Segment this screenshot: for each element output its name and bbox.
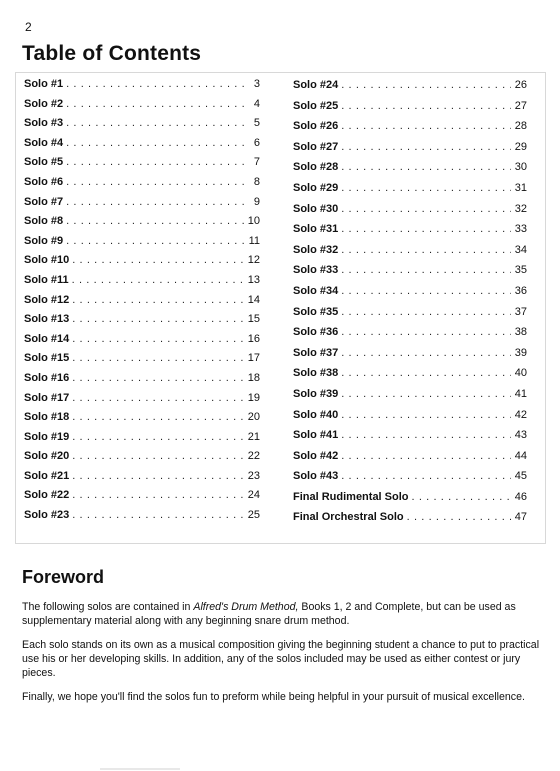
dot-leader bbox=[72, 294, 244, 306]
toc-entry bbox=[24, 489, 260, 509]
toc-entry-label: Solo #11 bbox=[24, 273, 69, 286]
toc-entry-label: Solo #42 bbox=[293, 449, 339, 462]
toc-entry bbox=[293, 409, 527, 430]
toc-entry-page: 30 bbox=[514, 161, 527, 174]
toc-entry-page: 23 bbox=[247, 469, 260, 482]
toc-entry-page: 12 bbox=[247, 254, 260, 267]
toc-entry bbox=[293, 367, 527, 388]
toc-entry bbox=[293, 388, 527, 409]
dot-leader bbox=[341, 409, 511, 421]
toc-entry-page: 41 bbox=[514, 387, 527, 400]
toc-entry-page: 28 bbox=[514, 120, 527, 133]
toc-entry-label: Solo #4 bbox=[24, 136, 64, 149]
toc-entry bbox=[24, 352, 260, 372]
toc-entry-page: 46 bbox=[514, 490, 527, 503]
toc-entry-page: 35 bbox=[514, 264, 527, 277]
dot-leader bbox=[341, 264, 511, 276]
toc-entry-label: Solo #41 bbox=[293, 429, 339, 442]
toc-entry-label: Solo #7 bbox=[24, 195, 64, 208]
dot-leader bbox=[341, 326, 511, 338]
toc-entry-label: Solo #18 bbox=[24, 411, 70, 424]
toc-entry bbox=[24, 235, 260, 255]
toc-entry bbox=[24, 333, 260, 353]
toc-entry bbox=[293, 120, 527, 141]
toc-entry-page: 11 bbox=[248, 234, 260, 247]
foreword-body bbox=[22, 600, 542, 714]
toc-entry-page: 5 bbox=[253, 117, 260, 130]
dot-leader bbox=[66, 176, 244, 188]
dot-leader bbox=[66, 117, 244, 129]
toc-entry bbox=[293, 79, 527, 100]
foreword-title: Foreword bbox=[22, 567, 105, 587]
toc-entry bbox=[24, 254, 260, 274]
toc-entry-page: 42 bbox=[514, 408, 527, 421]
dot-leader bbox=[341, 470, 511, 482]
dot-leader bbox=[341, 100, 511, 112]
toc-entry-page: 29 bbox=[514, 140, 527, 153]
dot-leader bbox=[341, 161, 511, 173]
toc-entry-label: Final Orchestral Solo bbox=[293, 511, 404, 524]
toc-entry bbox=[24, 431, 260, 451]
dot-leader bbox=[72, 254, 244, 266]
toc-entry-page: 14 bbox=[247, 293, 260, 306]
foreword-text: The following solos are contained in bbox=[22, 601, 194, 613]
toc-entry bbox=[24, 450, 260, 470]
toc-entry-label: Solo #17 bbox=[24, 391, 70, 404]
toc-entry-page: 44 bbox=[514, 449, 527, 462]
toc-entry bbox=[293, 141, 527, 162]
toc-entry-page: 34 bbox=[514, 243, 527, 256]
dot-leader bbox=[72, 489, 244, 501]
toc-entry bbox=[293, 450, 527, 471]
toc-entry-page: 20 bbox=[247, 411, 260, 424]
toc-entry bbox=[24, 274, 260, 294]
dot-leader bbox=[66, 98, 244, 110]
dot-leader bbox=[412, 491, 511, 503]
toc-entry-page: 45 bbox=[514, 470, 527, 483]
dot-leader bbox=[72, 274, 244, 286]
dot-leader bbox=[341, 347, 511, 359]
toc-entry-label: Solo #36 bbox=[293, 326, 339, 339]
toc-entry-label: Solo #1 bbox=[24, 78, 64, 90]
foreword-text: Books 1, 2 and Complete, but can be used as supplementary material along with any beginning snare drum method. bbox=[22, 601, 516, 627]
toc-entry-label: Solo #39 bbox=[293, 387, 339, 400]
toc-entry bbox=[293, 182, 527, 203]
toc-entry-label: Solo #15 bbox=[24, 352, 70, 365]
toc-entry-label: Solo #5 bbox=[24, 156, 64, 169]
toc-entry bbox=[293, 347, 527, 368]
toc-entry bbox=[24, 137, 260, 157]
toc-entry bbox=[24, 470, 260, 490]
dot-leader bbox=[72, 372, 244, 384]
toc-entry-label: Solo #32 bbox=[293, 243, 339, 256]
toc-entry-label: Solo #24 bbox=[293, 79, 339, 91]
dot-leader bbox=[72, 411, 244, 423]
toc-entry bbox=[293, 100, 527, 121]
toc-entry-page: 4 bbox=[253, 97, 260, 110]
toc-entry bbox=[293, 326, 527, 347]
toc-entry-page: 17 bbox=[247, 352, 260, 365]
toc-entry bbox=[293, 203, 527, 224]
toc-entry-page: 39 bbox=[514, 346, 527, 359]
dot-leader bbox=[66, 235, 244, 247]
dot-leader bbox=[341, 367, 511, 379]
dot-leader bbox=[72, 470, 244, 482]
toc-entry bbox=[293, 511, 527, 532]
toc-entry bbox=[293, 491, 527, 512]
toc-entry-page: 32 bbox=[514, 202, 527, 215]
toc-right-column bbox=[293, 79, 527, 532]
toc-entry-label: Solo #8 bbox=[24, 215, 64, 228]
dot-leader bbox=[66, 137, 244, 149]
toc-entry bbox=[24, 372, 260, 392]
toc-entry bbox=[293, 161, 527, 182]
toc-entry bbox=[293, 470, 527, 491]
toc-entry-label: Solo #27 bbox=[293, 140, 339, 153]
toc-entry bbox=[24, 156, 260, 176]
toc-entry-page: 18 bbox=[247, 371, 260, 384]
toc-entry-page: 7 bbox=[253, 156, 260, 169]
dot-leader bbox=[341, 244, 511, 256]
toc-entry bbox=[293, 429, 527, 450]
toc-entry bbox=[24, 509, 260, 529]
toc-entry-label: Solo #6 bbox=[24, 175, 64, 188]
toc-entry-label: Solo #20 bbox=[24, 450, 70, 463]
toc-entry-page: 40 bbox=[514, 367, 527, 380]
toc-entry bbox=[293, 306, 527, 327]
footer-mark bbox=[100, 768, 180, 770]
toc-entry-label: Solo #43 bbox=[293, 470, 339, 483]
dot-leader bbox=[66, 196, 244, 208]
toc-entry bbox=[293, 244, 527, 265]
dot-leader bbox=[341, 306, 511, 318]
dot-leader bbox=[72, 352, 244, 364]
toc-entry-page: 15 bbox=[247, 313, 260, 326]
toc-entry-page: 47 bbox=[514, 511, 527, 524]
dot-leader bbox=[66, 215, 244, 227]
toc-entry bbox=[24, 294, 260, 314]
toc-entry-page: 16 bbox=[247, 332, 260, 345]
dot-leader bbox=[72, 450, 244, 462]
toc-entry-label: Solo #29 bbox=[293, 181, 339, 194]
toc-entry-page: 25 bbox=[247, 509, 260, 522]
toc-entry bbox=[293, 223, 527, 244]
dot-leader bbox=[72, 392, 244, 404]
dot-leader bbox=[72, 313, 244, 325]
toc-entry-page: 6 bbox=[253, 136, 260, 149]
dot-leader bbox=[341, 182, 511, 194]
page-number: 2 bbox=[25, 20, 32, 34]
dot-leader bbox=[341, 429, 511, 441]
dot-leader bbox=[66, 78, 244, 90]
toc-entry-page: 37 bbox=[514, 305, 527, 318]
toc-entry-label: Solo #25 bbox=[293, 99, 339, 112]
foreword-paragraph-2: Each solo stands on its own as a musical composition giving the beginning student a chance to put to practical use his or her developing skills. In addition, any of the solos included may be used as either contest or jury pieces. bbox=[22, 639, 540, 679]
toc-entry-label: Solo #37 bbox=[293, 346, 339, 359]
toc-entry bbox=[24, 313, 260, 333]
toc-entry-label: Solo #31 bbox=[293, 223, 339, 236]
toc-entry-label: Solo #13 bbox=[24, 313, 70, 326]
toc-entry-label: Solo #19 bbox=[24, 430, 70, 443]
toc-entry-label: Solo #35 bbox=[293, 305, 339, 318]
toc-entry-page: 31 bbox=[514, 181, 527, 194]
toc-left-column bbox=[24, 78, 260, 529]
dot-leader bbox=[72, 431, 244, 443]
dot-leader bbox=[341, 223, 511, 235]
toc-entry-label: Solo #14 bbox=[24, 332, 70, 345]
toc-entry bbox=[24, 117, 260, 137]
toc-entry-page: 22 bbox=[247, 450, 260, 463]
toc-entry-page: 10 bbox=[247, 215, 260, 228]
toc-entry-page: 8 bbox=[253, 175, 260, 188]
toc-entry-label: Solo #2 bbox=[24, 97, 64, 110]
toc-entry bbox=[24, 98, 260, 118]
toc-entry-label: Solo #40 bbox=[293, 408, 339, 421]
toc-entry-page: 13 bbox=[247, 273, 260, 286]
dot-leader bbox=[407, 511, 511, 523]
toc-entry bbox=[24, 215, 260, 235]
toc-entry-page: 19 bbox=[247, 391, 260, 404]
dot-leader bbox=[72, 509, 244, 521]
dot-leader bbox=[341, 141, 511, 153]
toc-entry-label: Solo #38 bbox=[293, 367, 339, 380]
toc-entry-page: 27 bbox=[514, 99, 527, 112]
toc-entry-page: 43 bbox=[514, 429, 527, 442]
toc-entry bbox=[293, 285, 527, 306]
toc-entry-label: Solo #33 bbox=[293, 264, 339, 277]
toc-entry-page: 21 bbox=[247, 430, 260, 443]
toc-entry-label: Solo #34 bbox=[293, 284, 339, 297]
dot-leader bbox=[341, 388, 511, 400]
dot-leader bbox=[341, 120, 511, 132]
toc-entry bbox=[24, 411, 260, 431]
foreword-paragraph-1 bbox=[22, 600, 542, 628]
toc-entry-label: Solo #28 bbox=[293, 161, 339, 174]
toc-entry-page: 33 bbox=[514, 223, 527, 236]
foreword-paragraph-3: Finally, we hope you'll find the solos fun to preform while being helpful in your pursuit of musical excellence. bbox=[22, 691, 525, 703]
toc-entry-label: Solo #23 bbox=[24, 509, 70, 522]
toc-entry-label: Solo #26 bbox=[293, 120, 339, 133]
toc-entry-label: Solo #30 bbox=[293, 202, 339, 215]
book-title: Alfred's Drum Method, bbox=[193, 601, 299, 613]
toc-entry bbox=[24, 176, 260, 196]
toc-entry-page: 38 bbox=[514, 326, 527, 339]
dot-leader bbox=[341, 203, 511, 215]
toc-entry-label: Solo #16 bbox=[24, 371, 70, 384]
toc-entry bbox=[24, 78, 260, 98]
toc-entry-label: Solo #22 bbox=[24, 489, 70, 502]
toc-entry-page: 26 bbox=[514, 79, 527, 91]
toc-entry bbox=[24, 392, 260, 412]
toc-entry-label: Solo #21 bbox=[24, 469, 70, 482]
toc-entry-page: 3 bbox=[253, 78, 260, 90]
toc-entry-page: 9 bbox=[253, 195, 260, 208]
dot-leader bbox=[72, 333, 244, 345]
toc-entry bbox=[293, 264, 527, 285]
toc-entry-page: 36 bbox=[514, 284, 527, 297]
dot-leader bbox=[341, 450, 511, 462]
dot-leader bbox=[341, 79, 511, 91]
dot-leader bbox=[341, 285, 511, 297]
dot-leader bbox=[66, 156, 244, 168]
toc-entry-label: Solo #3 bbox=[24, 117, 64, 130]
toc-entry-label: Solo #9 bbox=[24, 234, 64, 247]
toc-entry-label: Solo #10 bbox=[24, 254, 70, 267]
toc-title: Table of Contents bbox=[22, 42, 202, 65]
toc-entry-page: 24 bbox=[247, 489, 260, 502]
toc-entry bbox=[24, 196, 260, 216]
toc-entry-label: Final Rudimental Solo bbox=[293, 490, 409, 503]
toc-entry-label: Solo #12 bbox=[24, 293, 70, 306]
